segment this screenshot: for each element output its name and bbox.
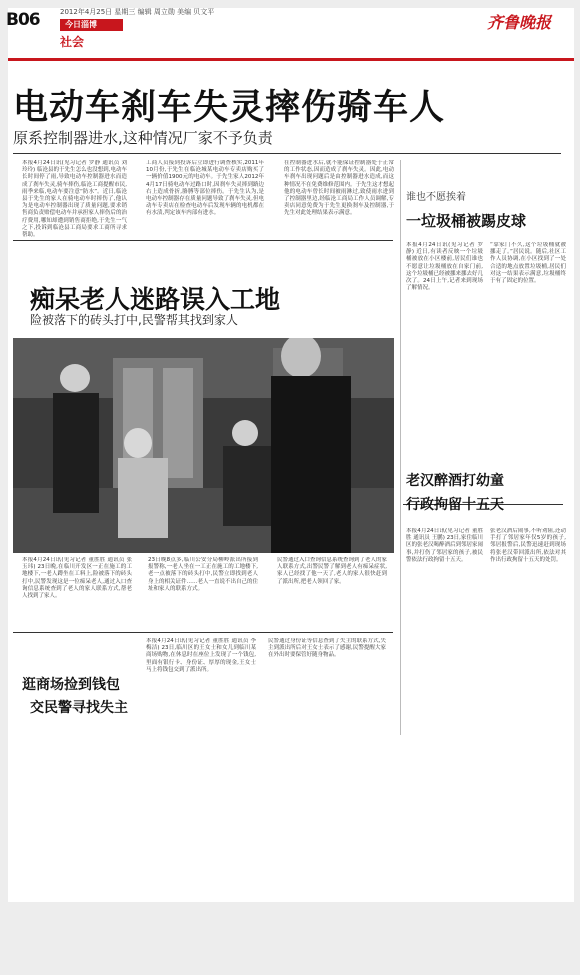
newspaper-logo: 齐鲁晚报	[487, 13, 552, 32]
story4-kicker: 谁也不愿挨着	[406, 192, 466, 203]
lead-headline: 电动车刹车失灵摔伤骑车人	[13, 88, 446, 128]
section-name: 社会	[60, 35, 85, 49]
story3-col-2: 民警通过身份证等信息查到了失主的联系方式,失主到派出所后对王女士表示了感谢,民警提醒大家在外出时要保管好随身物品。	[268, 638, 386, 659]
story4-col-2: “靠家门不久,这个垃圾桶就被挪走了。”居民说。随后,社区工作人员协调,在小区找到了一处合适的地点放置垃圾桶,居民们对这一结果表示满意,垃圾桶终于有了固定的位置。	[490, 242, 566, 285]
lead-rule	[13, 153, 561, 154]
story2-col-2: 23日晚8点多,临川公安分局柳岭派出所接到报警称,一老人坐在一工正在施工的工地楼下,老一点被落下的砖头打中,民警立即找到老人身上的相关证件……老人一直说不出自己的住址和家人的联系方式。	[148, 557, 258, 592]
story2-headline: 痴呆老人迷路误入工地	[30, 285, 281, 314]
story2-rule	[13, 240, 393, 241]
story2-subheadline: 险被落下的砖头打中,民警帮其找到家人	[30, 313, 238, 327]
story5-headline-2: 行政拘留十五天	[406, 497, 504, 513]
story3-headline-1: 逛商场捡到钱包	[22, 677, 120, 693]
story4-headline: 一垃圾桶被踢皮球	[406, 212, 527, 230]
story5-col-1: 本报4月24日讯(见习记者 董胜胜 通讯员 王鹏) 23日,家住临川区的张老汉喝醉酒后到邻居家闹事,并打伤了邻居家的孩子,被民警依法行政拘留十五天。	[406, 528, 483, 563]
story3-col-1: 本报4月24日讯(见习记者 董胜胜 通讯员 李梅洁) 23日,临川区的王女士和女儿到临川某商场购物,在休息时在座位上发现了一个钱包,里面有银行卡、身份证、厚厚的现金,王女士马上将钱包交到了派出所。	[146, 638, 256, 673]
header-rule	[8, 58, 574, 61]
story2-col-3: 民警通过入口查询信息系统查询到了老人的家人联系方式,出警民警了解到老人有痴呆症状,家人已经找了他一天了,老人的家人很快赶到了派出所,把老人领回了家。	[277, 557, 387, 585]
lead-col-3: 在控制器进水后,就不能保证控制器处于正常的工作状态,因而造成了刹车失灵。因此,电动车刹车出现问题后是由控制器进水造成,而这种情况不在免费维修范围内。于先生这才想起他的电动车曾长时间被雨淋过,致使雨水进到了控制器里边,经临沧工商局工作人员调解,专卖店同意免费为于先生更换刹车及控制器,于先生对此处理结果表示满意。	[284, 160, 394, 217]
column-divider	[400, 160, 401, 735]
police-photo	[13, 338, 394, 553]
page-number: B06	[6, 10, 40, 30]
lead-col-1: 本报4月24日讯(见习记者 罗静 通讯员 刘玲玲) 临沧县的于先生怎么也没想到,电动车长时间停了雨,导致电动车控制器进水而造成了刹车失灵,骑车摔伤,临沧工商提醒市民,雨季来临,电动车要注意“防水”。近日,临沧县于先生的家人在骑电动车时摔伤了,他认为是电动车控制器出现了质量问题,要求销售商负责赔偿电动车并承担家人摔伤后的治疗费用,哪知却遭到销售商拒绝,于先生一气之下,投诉到临沧县工商局要求工商所寻求帮助。	[22, 160, 127, 239]
story5-headline-1: 老汉醉酒打幼童	[406, 473, 504, 489]
lead-subheadline: 原系控制器进水,这种情况厂家不予负责	[13, 129, 273, 147]
story2-col-1: 本报4月24日讯(见习记者 董胜胜 通讯员 张玉玮) 23日晚,在临川开发区一正在施工的工地楼下,一老人蹲坐在工料上,险被落下的砖头打中,民警发现这是一位痴呆老人,通过入口查询信息系统查到了老人的家人联系方式,帮老人找到了家人。	[22, 557, 132, 600]
lead-col-2: 工商人员接到投诉后立即进行调查核实,2011年10月份,于先生在临沧城某电动车专卖店购买了一辆价值1900元的电动车。于先生家人2012年4月17日骑电动车过路口时,因刹车失灵摔到路边右上造成骨折,胳膊等部位摔伤。于先生认为,是电动车控制器存在质量问题导致了刹车失灵,但电动车专卖店在检查电动车后发现车辆的电机都在有水渍,判定该车内部有进水。	[146, 160, 264, 217]
issue-meta: 2012年4月25日 星期三 编辑 周立勋 美编 贝文平	[60, 8, 215, 16]
section-tag: 今日淄博	[65, 20, 97, 29]
story3-headline-2: 交民警寻找失主	[30, 700, 128, 716]
page-footer-margin	[8, 902, 574, 968]
story3-rule	[13, 632, 393, 633]
story5-col-2: 张老汉酒后闹事,不听劝阻,还动手打了邻居家年仅5岁的孩子,邻居报警后,民警迅速赶到现场将张老汉带回派出所,依法对其作出行政拘留十五天的处罚。	[490, 528, 566, 563]
story4-col-1: 本报4月24日讯(见习记者 罗静) 近日,有读者反映一个垃圾桶被放在小区楼前,居民们谁也不愿意让垃圾桶放在自家门前,这个垃圾桶已经被挪来挪去好几次了。24日上午,记者来到现场了解情况。	[406, 242, 483, 292]
